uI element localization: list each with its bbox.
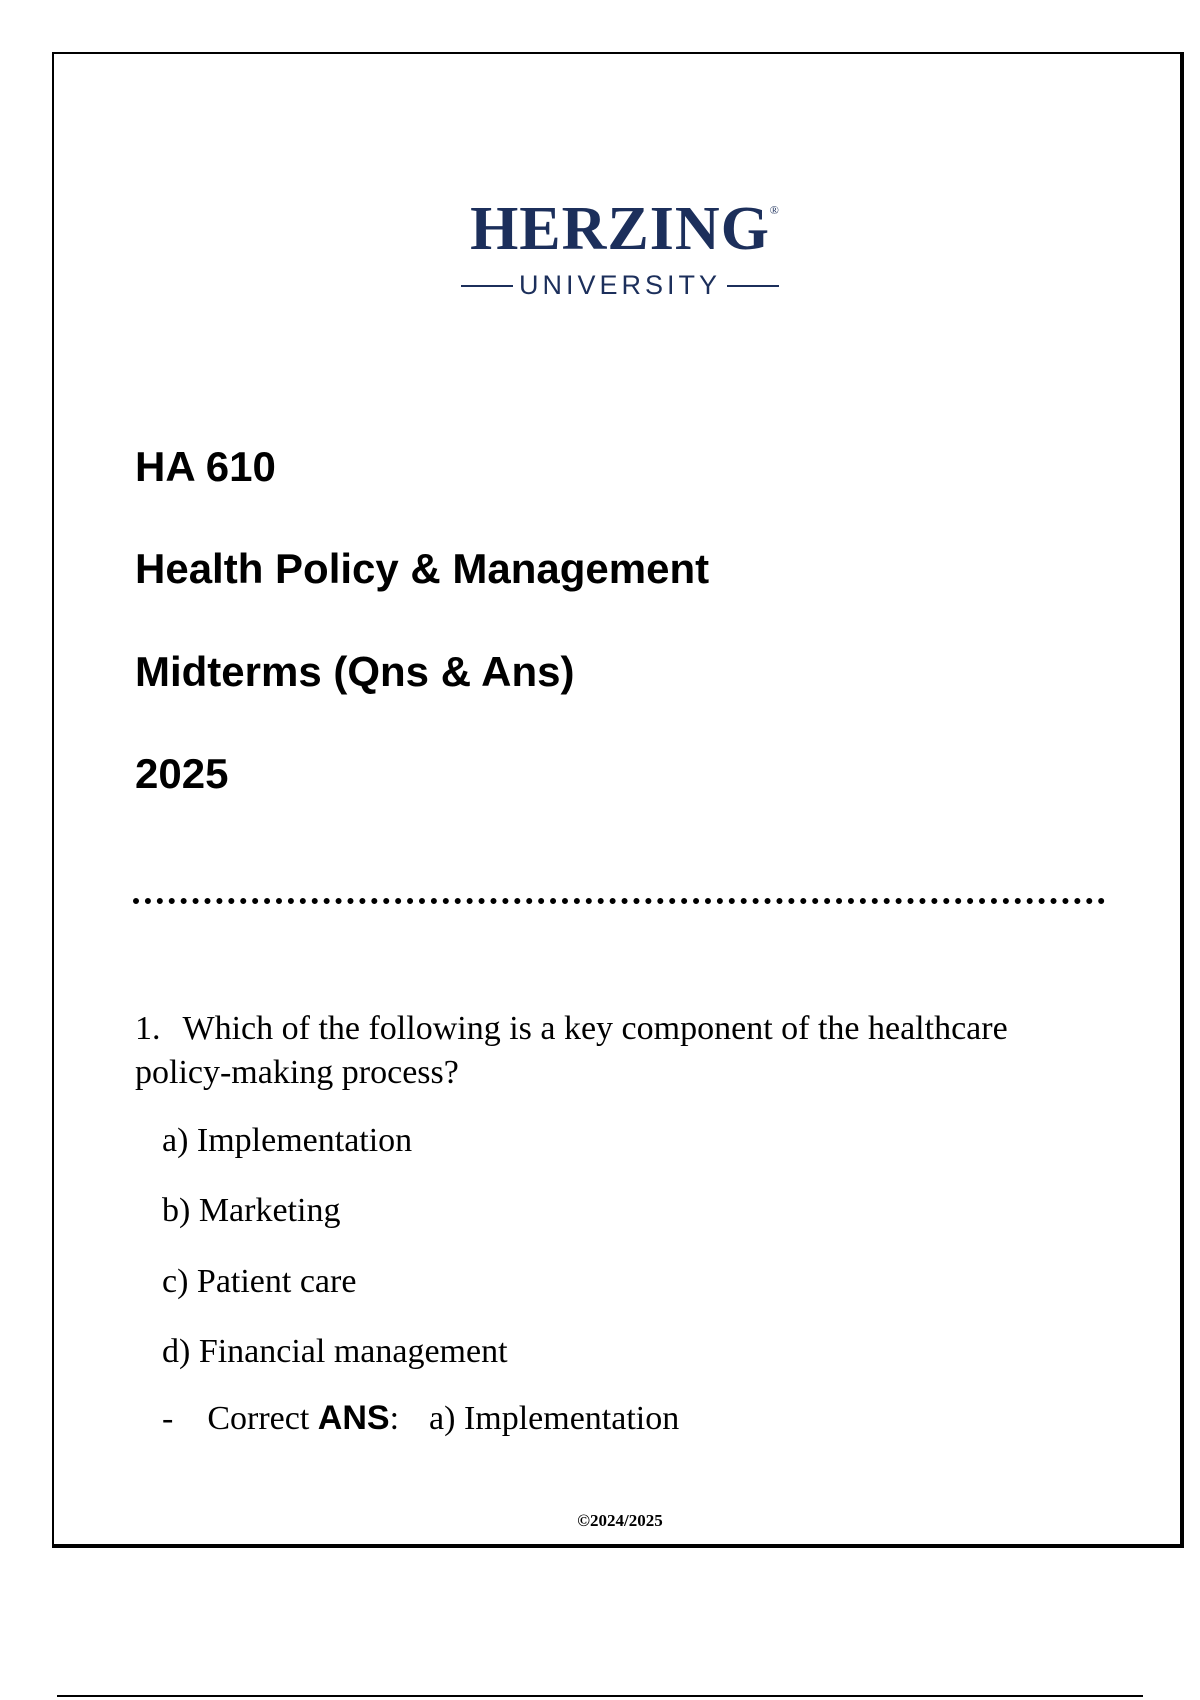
- question-number: 1.: [135, 1010, 161, 1047]
- answer-dash: -: [162, 1400, 174, 1437]
- bottom-rule: [57, 1695, 1143, 1697]
- exam-title: Midterms (Qns & Ans): [135, 648, 575, 695]
- option-a: a) Implementation: [162, 1122, 413, 1159]
- logo-subtitle-text: UNIVERSITY: [518, 270, 722, 300]
- dotted-divider: [133, 898, 1105, 904]
- university-logo: [0, 178, 1200, 329]
- option-b: b) Marketing: [162, 1192, 341, 1229]
- logo-name-text: HERZING: [470, 195, 770, 263]
- logo-rule-right: [727, 285, 779, 287]
- answer-prefix: Correct: [207, 1400, 318, 1437]
- correct-answer: [162, 1401, 679, 1436]
- answer-colon: :: [389, 1400, 400, 1437]
- exam-year: 2025: [135, 750, 229, 797]
- option-d: d) Financial management: [162, 1333, 508, 1370]
- answer-value: a) Implementation: [429, 1400, 680, 1437]
- copyright-footer: ©2024/2025: [577, 1511, 663, 1530]
- logo-rule-left: [461, 285, 513, 287]
- course-title: Health Policy & Management: [135, 545, 710, 592]
- logo-subtitle: [455, 270, 785, 301]
- question-text: Which of the following is a key component of the healthcare policy-making process?: [135, 1010, 1008, 1091]
- option-c: c) Patient care: [162, 1263, 357, 1300]
- registered-mark: ®: [769, 203, 780, 217]
- logo-wordmark: [470, 195, 780, 263]
- question-1: [135, 1007, 1095, 1095]
- course-code: HA 610: [135, 443, 276, 490]
- answer-label: ANS: [317, 1399, 390, 1437]
